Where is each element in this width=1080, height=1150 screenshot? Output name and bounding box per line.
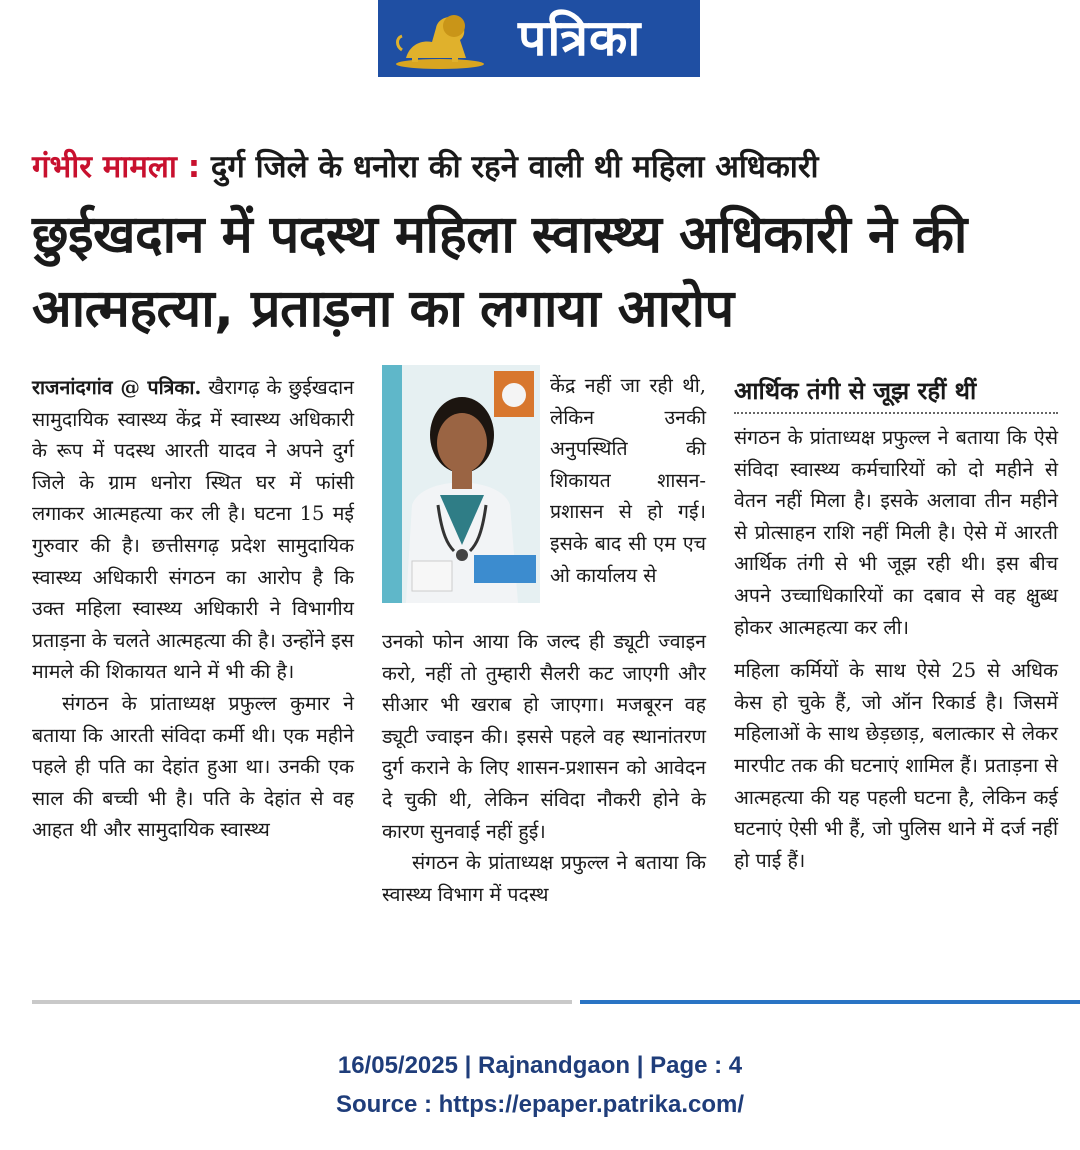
kicker-text: दुर्ग जिले के धनोरा की रहने वाली थी महिला अधिकारी bbox=[210, 149, 819, 185]
article-column-3 bbox=[734, 422, 1058, 876]
lion-icon bbox=[392, 6, 488, 72]
bottom-divider-grey bbox=[32, 1000, 572, 1004]
footer-source: Source : https://epaper.patrika.com/ bbox=[335, 1091, 745, 1118]
footer-edition-info: 16/05/2025 | Rajnandgaon | Page : 4 bbox=[337, 1052, 743, 1079]
sidebar-heading: आर्थिक तंगी से जूझ रहीं थीं bbox=[734, 376, 977, 405]
column-3-paragraph-1: संगठन के प्रांताध्यक्ष प्रफुल्ल ने बताया कि ऐसे संविदा स्वास्थ्य कर्मचारियों को दो महीने से वेतन नहीं मिला है। इसके अलावा तीन महीने से प्रोत्साहन राशि नहीं मिली है। ऐसे में आरती आर्थिक तंगी से भी जूझ रही थी। इस बीच अपने उच्चाधिकारियों का दबाव से वह क्षुब्ध होकर आत्महत्या कर ली। bbox=[734, 426, 1058, 639]
kicker-label: गंभीर मामला : bbox=[32, 149, 201, 185]
article-headline: छुईखदान में पदस्थ महिला स्वास्थ्य अधिकारी ने की आत्महत्या, प्रताड़ना का लगाया आरोप bbox=[32, 205, 967, 339]
article-kicker bbox=[32, 145, 819, 187]
article-column-1 bbox=[32, 372, 354, 846]
bottom-divider-blue bbox=[580, 1000, 1080, 1004]
column-1-paragraph-1: खैरागढ़ के छुईखदान सामुदायिक स्वास्थ्य केंद्र में स्वास्थ्य अधिकारी के रूप में पदस्थ आरती यादव ने अपने दुर्ग जिले के ग्राम धनोरा स्थित घर में फांसी लगाकर आत्महत्या कर ली है। घटना 15 मई गुरुवार की है। छत्तीसगढ़ प्रदेश सामुदायिक स्वास्थ्य अधिकारी संगठन का आरोप है कि उक्त महिला स्वास्थ्य अधिकारी ने विभागीय प्रताड़ना के चलते आत्महत्या की है। उन्होंने इस मामले की शिकायत थाने में भी की है। bbox=[32, 376, 354, 684]
article-column-2-top: केंद्र नहीं जा रही थी, लेकिन उनकी अनुपस्थिति की शिकायत शासन-प्रशासन से हो गई। इसके बाद सी एम एच ओ कार्यालय से bbox=[550, 374, 706, 587]
article-column-2 bbox=[382, 626, 706, 910]
column-1-paragraph-2: संगठन के प्रांताध्यक्ष प्रफुल्ल कुमार ने बताया कि आरती संविदा कर्मी थी। एक महीने पहले ही पति का देहांत हुआ था। उनकी एक साल की बच्ची भी है। पति के देहांत से वह आहत थी और सामुदायिक स्वास्थ्य bbox=[32, 691, 354, 842]
masthead-title: पत्रिका bbox=[518, 9, 642, 67]
column-2-paragraph-1: उनको फोन आया कि जल्द ही ड्यूटी ज्वाइन करो, नहीं तो तुम्हारी सैलरी कट जाएगी और सीआर भी खराब हो जाएगा। मजबूरन वह ड्यूटी ज्वाइन की। इससे पहले वह स्थानांतरण दुर्ग कराने के लिए शासन-प्रशासन को आवेदन दे चुकी थी, लेकिन संविदा नौकरी होने के कारण सुनवाई नहीं हुई। bbox=[382, 630, 706, 843]
column-2-paragraph-2: संगठन के प्रांताध्यक्ष प्रफुल्ल ने बताया कि स्वास्थ्य विभाग में पदस्थ bbox=[382, 851, 706, 906]
column-3-paragraph-2: महिला कर्मियों के साथ ऐसे 25 से अधिक केस हो चुके हैं, जो ऑन रिकार्ड है। जिसमें महिलाओं के साथ छेड़छाड़, बलात्कार से लेकर मारपीट तक की घटनाएं शामिल हैं। प्रताड़ना से आत्महत्या की यह पहली घटना है, लेकिन कई घटनाएं ऐसी भी हैं, जो पुलिस थाने में दर्ज नहीं हो पाई हैं। bbox=[734, 659, 1058, 872]
portrait-image bbox=[382, 365, 540, 603]
officer-photo bbox=[382, 365, 540, 603]
masthead bbox=[378, 0, 700, 77]
dateline: राजनांदगांव @ पत्रिका. bbox=[32, 376, 202, 399]
sidebar-divider bbox=[734, 412, 1058, 414]
